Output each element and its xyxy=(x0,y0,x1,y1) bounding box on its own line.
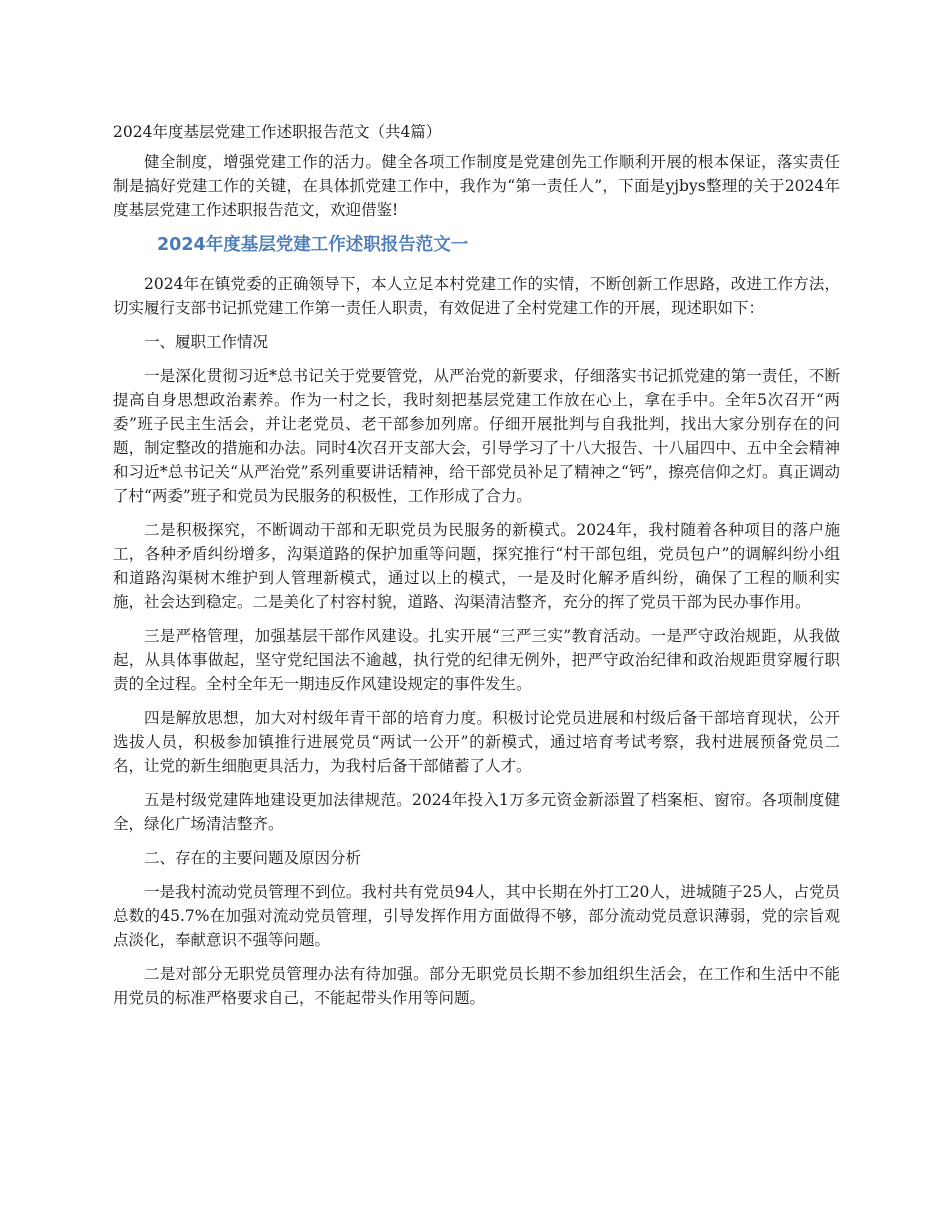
paragraph-point-4: 四是解放思想，加大对村级年青干部的培育力度。积极讨论党员进展和村级后备干部培育现状，公开选拔人员，积极参加镇推行进展党员“两试一公开”的新模式，通过培育考试考察，我村进展预备党员二名，让党的新生细胞更具活力，为我村后备干部储蓄了人才。 xyxy=(113,709,840,775)
paragraph-point-2: 二是积极探究，不断调动干部和无职党员为民服务的新模式。2024年，我村随着各种项目的落户施工，各种矛盾纠纷增多，沟渠道路的保护加重等问题，探究推行“村干部包组，党员包户”的调解纠纷小组和道路沟渠树木维护到人管理新模式，通过以上的模式，一是及时化解矛盾纠纷，确保了工程的顺利实施，社会达到稳定。二是美化了村容村貌，道路、沟渠清洁整齐，充分的挥了党员干部为民办事作用。 xyxy=(113,521,840,611)
subheading-problems: 二、存在的主要问题及原因分析 xyxy=(144,849,362,867)
paragraph-problem-2: 二是对部分无职党员管理办法有待加强。部分无职党员长期不参加组织生活会，在工作和生活中不能用党员的标准严格要求自己，不能起带头作用等问题。 xyxy=(113,965,840,1007)
paragraph-problem-1: 一是我村流动党员管理不到位。我村共有党员94人，其中长期在外打工20人，进城随子25人，占党员总数的45.7%在加强对流动党员管理，引导发挥作用方面做得不够，部分流动党员意识薄弱，党的宗旨观点淡化，奉献意识不强等问题。 xyxy=(113,883,840,949)
document-title: 2024年度基层党建工作述职报告范文（共4篇） xyxy=(113,123,442,141)
paragraph-point-1: 一是深化贯彻习近*总书记关于党要管党，从严治党的新要求，仔细落实书记抓党建的第一责任，不断提高自身思想政治素养。作为一村之长，我时刻把基层党建工作放在心上，拿在手中。全年5次召开“两委”班子民主生活会，并让老党员、老干部参加列席。仔细开展批判与自我批判，找出大家分别存在的问题，制定整改的措施和办法。同时4次召开支部大会，引导学习了十八大报告、十八届四中、五中全会精神和习近*总书记关“从严治党”系列重要讲话精神，给干部党员补足了精神之“钙”，擦亮信仰之灯。真正调动了村“两委”班子和党员为民服务的积极性，工作形成了合力。 xyxy=(113,367,840,505)
section-heading: 2024年度基层党建工作述职报告范文一 xyxy=(157,235,469,255)
subheading-duties: 一、履职工作情况 xyxy=(144,333,269,351)
paragraph-point-5: 五是村级党建阵地建设更加法律规范。2024年投入1万多元资金新添置了档案柜、窗帘。各项制度健全，绿化广场清洁整齐。 xyxy=(113,791,840,833)
paragraph-point-3: 三是严格管理，加强基层干部作风建设。扎实开展“三严三实”教育活动。一是严守政治规距，从我做起，从具体事做起，坚守党纪国法不逾越，执行党的纪律无例外，把严守政治纪律和政治规距贯穿履行职责的全过程。全村全年无一期违反作风建设规定的事件发生。 xyxy=(113,627,840,693)
intro-paragraph: 健全制度，增强党建工作的活力。健全各项工作制度是党建创先工作顺利开展的根本保证，落实责任制是搞好党建工作的关键，在具体抓党建工作中，我作为“第一责任人”，下面是yjbys整理的关于2024年度基层党建工作述职报告范文，欢迎借鉴! xyxy=(113,153,840,219)
document-page xyxy=(113,120,840,1020)
paragraph-opening: 2024年在镇党委的正确领导下，本人立足本村党建工作的实情，不断创新工作思路，改进工作方法，切实履行支部书记抓党建工作第一责任人职责，有效促进了全村党建工作的开展，现述职如下： xyxy=(113,275,840,317)
